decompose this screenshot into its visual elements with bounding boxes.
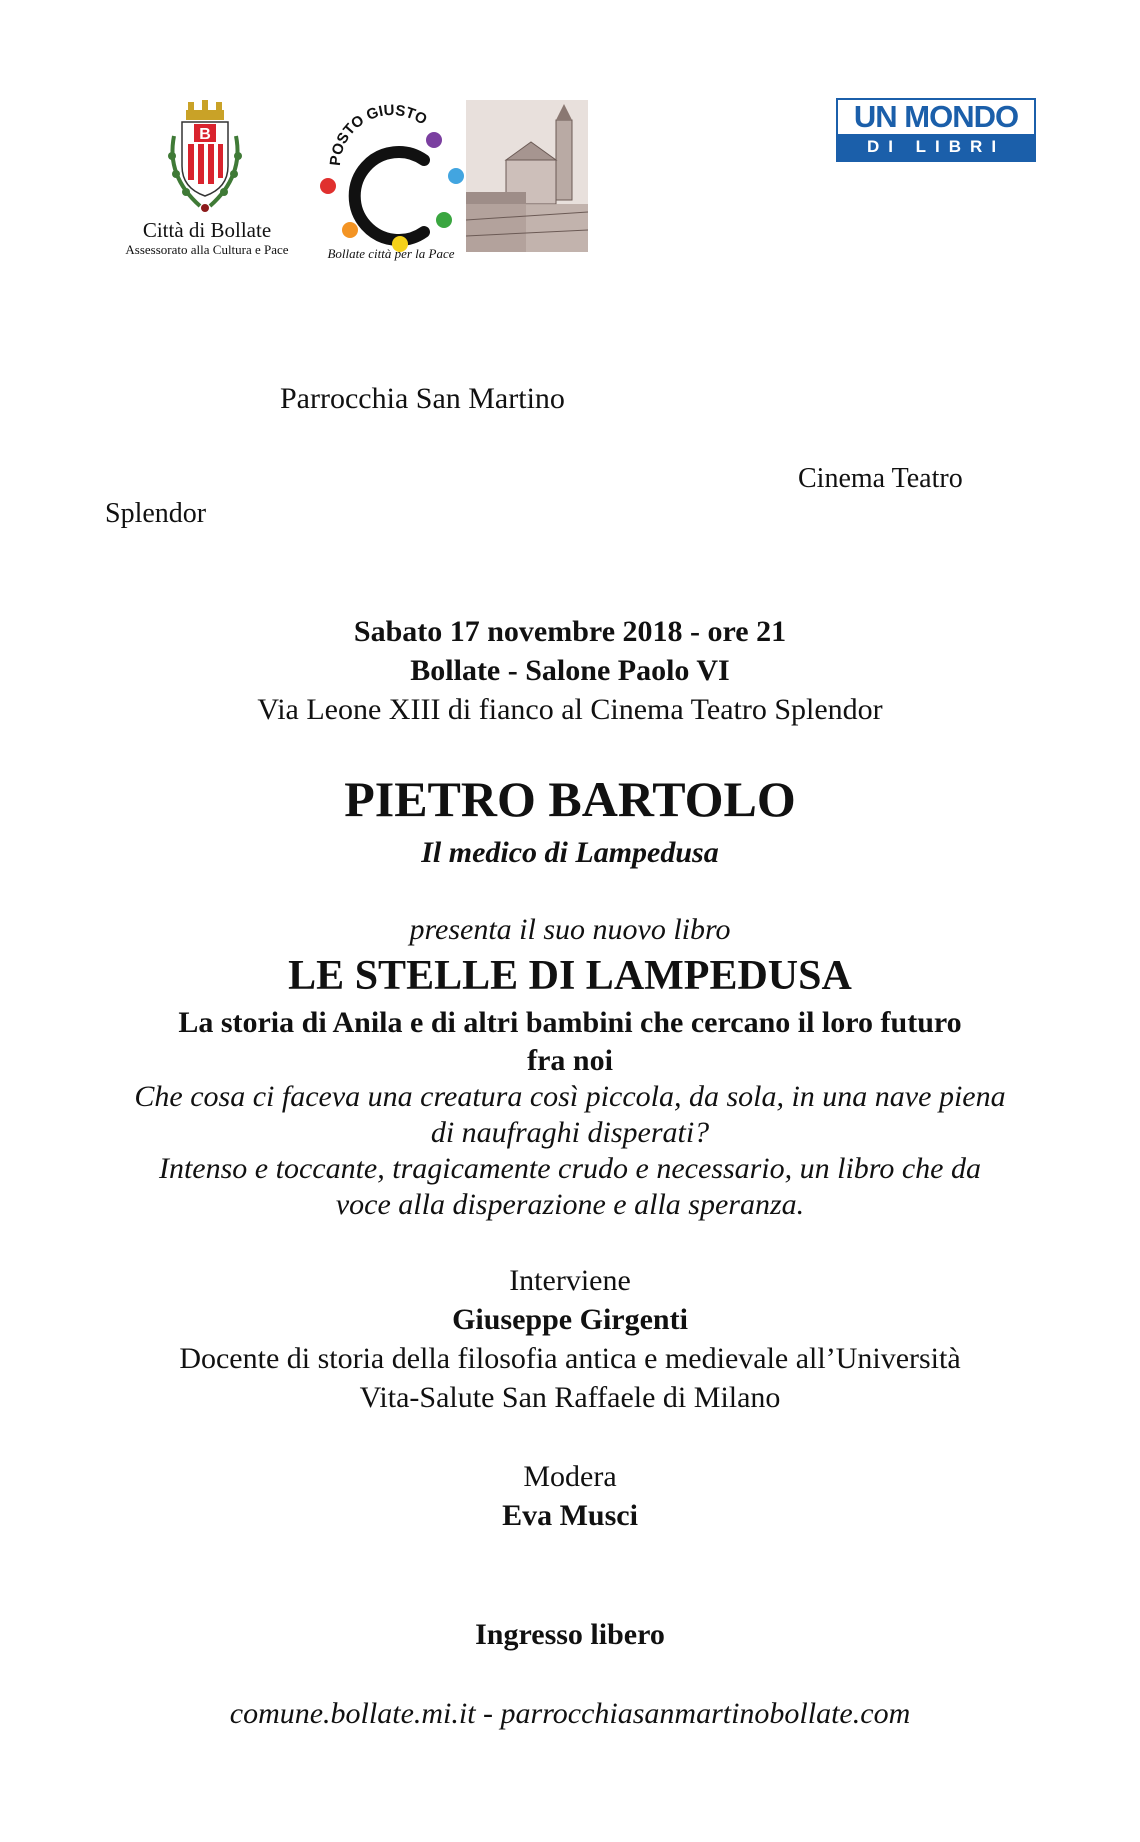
crest-letter: B — [199, 126, 211, 143]
book-blurb-line2: di naufraghi disperati? — [430, 1116, 710, 1149]
book-blurb-line3: Intenso e toccante, tragicamente crudo e necessario, un libro che da — [158, 1152, 981, 1185]
event-date: Sabato 17 novembre 2018 - ore 21 — [353, 615, 787, 648]
footer-websites: comune.bollate.mi.it - parrocchiasanmartinobollate.com — [229, 1697, 911, 1730]
book-subtitle-line1: La storia di Anila e di altri bambini che cercano il loro futuro — [178, 1006, 962, 1039]
guest-name: Giuseppe Girgenti — [452, 1303, 688, 1336]
moderator-label: Modera — [523, 1460, 617, 1493]
guest-label: Interviene — [509, 1264, 631, 1297]
un-mondo-di-libri-logo — [836, 98, 1036, 162]
bollate-crest-logo — [160, 96, 250, 216]
crown-icon — [186, 100, 224, 120]
book-blurb-line4: voce alla disperazione e alla speranza. — [335, 1188, 805, 1221]
parish-name: Parrocchia San Martino — [280, 382, 565, 415]
crest-caption-city: Città di Bollate — [142, 218, 272, 242]
event-address: Via Leone XIII di fianco al Cinema Teatro Splendor — [257, 693, 883, 726]
book-title: LE STELLE DI LAMPEDUSA — [288, 953, 852, 999]
posto-giusto-title: POSTO GIUSTO — [326, 104, 430, 167]
book-intro: presenta il suo nuovo libro — [409, 913, 731, 946]
posto-giusto-logo — [312, 104, 468, 264]
moderator-name: Eva Musci — [502, 1499, 638, 1532]
cinema-name-part2: Splendor — [105, 498, 207, 529]
entry-note: Ingresso libero — [475, 1618, 665, 1651]
author-subtitle: Il medico di Lampedusa — [421, 836, 719, 869]
posto-giusto-caption: Bollate città per la Pace — [327, 246, 455, 261]
guest-role-line2: Vita-Salute San Raffaele di Milano — [359, 1381, 781, 1414]
book-blurb-line1: Che cosa ci faceva una creatura così piccola, da sola, in una nave piena — [134, 1080, 1006, 1113]
crest-caption-office: Assessorato alla Cultura e Pace — [125, 242, 289, 257]
author-name: PIETRO BARTOLO — [344, 771, 796, 827]
cinema-name-part1: Cinema Teatro — [798, 463, 963, 494]
church-sketch-image — [466, 100, 588, 252]
book-subtitle-line2: fra noi — [527, 1044, 613, 1077]
guest-role-line1: Docente di storia della filosofia antica e medievale all’Università — [179, 1342, 961, 1375]
event-place: Bollate - Salone Paolo VI — [410, 654, 730, 687]
un-mondo-logo-line1: UN MONDO — [853, 99, 1019, 134]
un-mondo-logo-line2: DI LIBRI — [838, 134, 1034, 160]
